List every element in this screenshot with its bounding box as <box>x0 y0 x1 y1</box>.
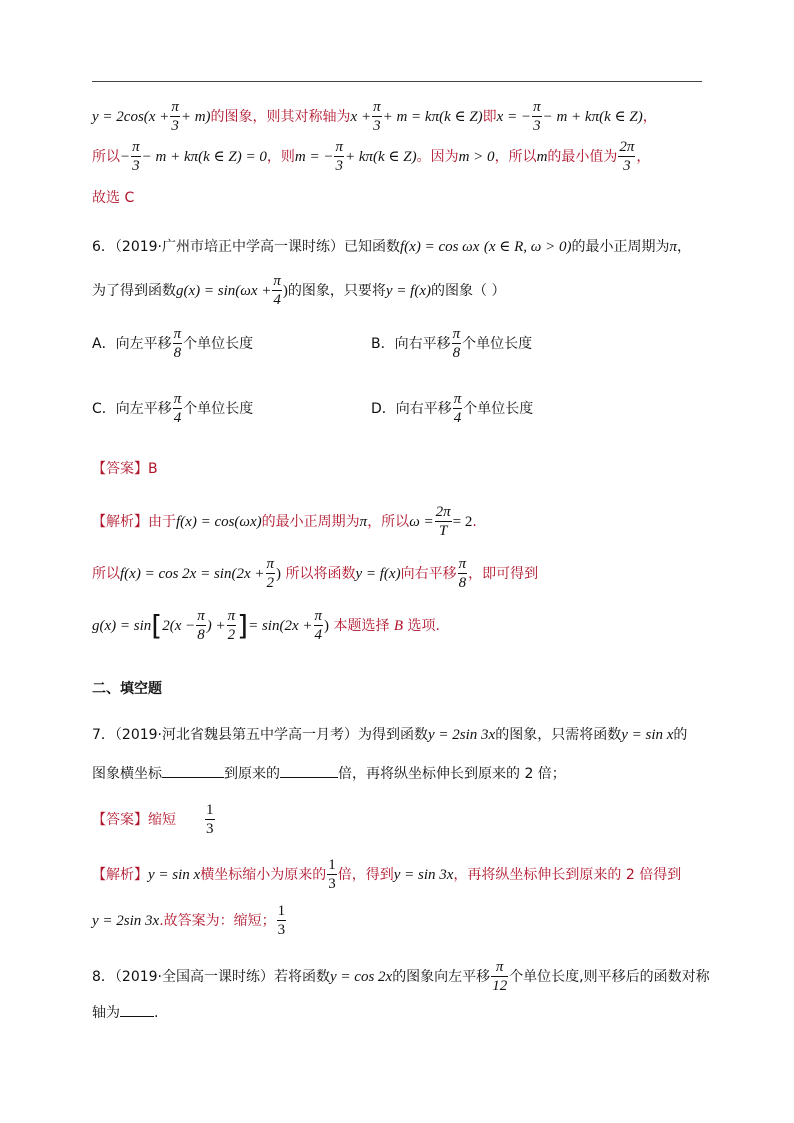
fraction-one-third: $\frac{1}{3}$ <box>206 802 214 837</box>
option-b: B．向右平移 $\frac{\pi}{8}$ 个单位长度 <box>371 326 533 361</box>
blank-2[interactable] <box>280 765 338 778</box>
answer-7: 【答案】缩短 $\frac{1}{3}$ <box>92 802 214 837</box>
option-c: C．向左平移 $\frac{\pi}{4}$ 个单位长度 <box>92 391 254 426</box>
header-rule <box>92 81 702 82</box>
question-6-line-2: 为了得到函数g(x) = sin(ωx + $\frac{\pi}{4}$ )的图象，只要将y = f(x)的图象（ ） <box>92 273 506 308</box>
option-d: D．向右平移 $\frac{\pi}{4}$ 个单位长度 <box>371 391 534 426</box>
section-heading-fill-blank: 二、填空题 <box>92 681 162 697</box>
solution-line-1: y = 2cos(x + $\frac{\pi}{3}$ + m)的图象，则其对称轴为x + $\frac{\pi}{3}$ + m = kπ(k ∈ Z)即x = − $\frac{\pi}{3}$ − m + kπ(k ∈ Z)， <box>92 99 657 134</box>
fraction-pi-over-3: $\frac{\pi}{3}$ <box>171 99 179 134</box>
solution-line-3: 故选 C <box>92 190 135 206</box>
option-a: A．向左平移 $\frac{\pi}{8}$ 个单位长度 <box>92 326 254 361</box>
blank-3[interactable] <box>120 1004 154 1017</box>
question-8-line-2: 轴为 . <box>92 1005 159 1021</box>
analysis-6-line-1: 【解析】由于f(x) = cos(ωx)的最小正周期为π，所以ω = $\frac{2\pi}{T}$ = 2. <box>92 504 477 539</box>
answer-6: 【答案】B <box>92 461 158 477</box>
solution-line-2: 所以− $\frac{\pi}{3}$ − m + kπ(k ∈ Z) = 0，则m = − $\frac{\pi}{3}$ + kπ(k ∈ Z)。因为m > 0，所以m的最小值为 $\frac{2\pi}{3}$ ， <box>92 139 651 174</box>
question-8-line-1: 8．（2019·全国高一课时练）若将函数y = cos 2x的图象向左平移 $\frac{\pi}{12}$ 个单位长度,则平移后的函数对称 <box>92 959 710 994</box>
question-7-line-1: 7．（2019·河北省魏县第五中学高一月考）为得到函数y = 2sin 3x的图象，只需将函数y = sin x的 <box>92 727 688 743</box>
analysis-6-line-3: g(x) = sin[2(x − $\frac{\pi}{8}$ ) + $\frac{\pi}{2}$ ]= sin(2x + $\frac{\pi}{4}$ ) 本题选择 B 选项. <box>92 608 440 643</box>
analysis-6-line-2: 所以f(x) = cos 2x = sin(2x + $\frac{\pi}{2}$ ) 所以将函数y = f(x)向右平移 $\frac{\pi}{8}$ ，即可得到 <box>92 556 539 591</box>
question-6-line-1: 6．（2019·广州市培正中学高一课时练）已知函数f(x) = cos ωx (x ∈ R, ω > 0)的最小正周期为π， <box>92 239 692 255</box>
question-7-line-2: 图象横坐标 到原来的 倍，再将纵坐标伸长到原来的 2 倍； <box>92 766 566 782</box>
analysis-7-line-2: y = 2sin 3x.故答案为：缩短； $\frac{1}{3}$ <box>92 903 286 938</box>
blank-1[interactable] <box>162 765 224 778</box>
formula-y-2cos: y = 2cos(x + <box>92 109 170 125</box>
analysis-7-line-1: 【解析】y = sin x横坐标缩小为原来的 $\frac{1}{3}$ 倍，得到y = sin 3x，再将纵坐标伸长到原来的 2 倍得到 <box>92 857 682 892</box>
